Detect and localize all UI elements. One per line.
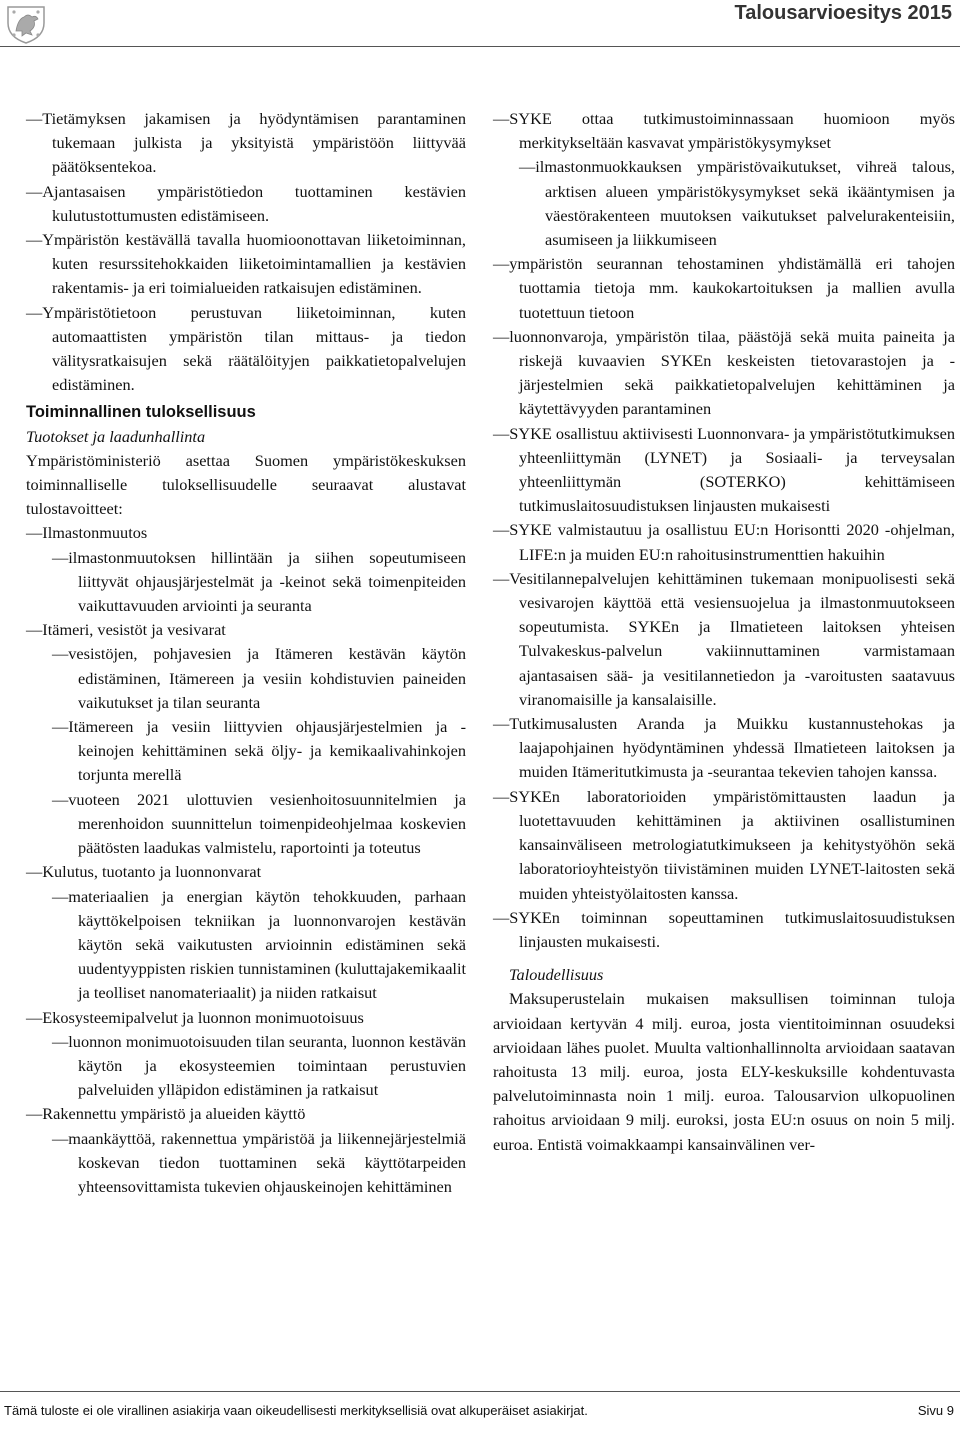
goal-subitem: —ilmastonmuutoksen hillintään ja siihen sopeutumiseen liittyvät ohjausjärjestelmät ja -keinot sekä toimenpiteiden vaikuttavuuden arviointi ja seuranta (52, 547, 466, 616)
right-column (493, 107, 955, 1157)
list-item: —Ympäristötietoon perustuvan liiketoiminnan, kuten automaattisten ympäristön tilan mittaus- ja tiedon välitysratkaisujen sekä räätälöityjen paikkatietopalvelujen edistäminen. (26, 302, 466, 395)
list-item: —SYKE valmistautuu ja osallistuu EU:n Horisontti 2020 -ohjelman, LIFE:n ja muiden EU:n rahoitusinstrumenttien hakuihin (493, 520, 955, 564)
goal-title: —Ilmastonmuutos (26, 523, 148, 543)
page-footer (4, 1403, 954, 1418)
page-header (0, 0, 960, 48)
goal-subitem: —Itämereen ja vesiin liittyvien ohjausjärjestelmien ja -keinojen kehittäminen sekä öljy- ja kemikaalivahinkojen torjunta merellä (52, 717, 466, 785)
list-item: —SYKE osallistuu aktiivisesti Luonnonvara- ja ympäristötutkimuksen yhteenliittymän (LYNET) ja Sosiaali- ja terveysalan yhteenliittymän (SOTERKO) kehittämiseen tutkimuslaitosuudistuksen linjausten mukaisesti (493, 423, 955, 516)
subsection-heading: Taloudellisuus (509, 965, 604, 985)
coat-of-arms-lion-icon (4, 3, 48, 50)
header-divider (0, 46, 960, 47)
goal-subitem: —vuoteen 2021 ulottuvien vesienhoitosuunnitelmien ja merenhoidon suunnittelun toimenpideohjelmaa koskevien päätösten laadukas valmistelu, raportointi ja toteutus (52, 789, 466, 858)
goals-list (26, 521, 466, 1199)
goal-title: —Kulutus, tuotanto ja luonnonvarat (26, 862, 262, 882)
goal-subitem: —maankäyttöä, rakennettua ympäristöä ja liikennejärjestelmiä koskevan tiedon tuottaminen sekä käyttötarpeiden yhteensovittamista tukevien ohjauskeinojen kehittäminen (52, 1128, 466, 1196)
goal-title: —Rakennettu ympäristö ja alueiden käyttö (26, 1104, 306, 1124)
subsection-heading: Tuotokset ja laadunhallinta (26, 426, 206, 446)
list-item: —Tutkimusalusten Aranda ja Muikku kustannustehokas ja laajapohjainen hyödyntäminen yhdessä Ilmatieteen laitoksen ja muiden Itämeritutkimusta ja -seurantaa tekevien tahojen kanssa. (493, 714, 955, 782)
list-item: —ympäristön seurannan tehostaminen yhdistämällä eri tahojen tuottamia tietoja mm. kaukokartoituksen ja mallien avulla tuotettuun tietoon (493, 254, 955, 322)
list-item: —Vesitilannepalvelujen kehittäminen tukemaan monipuolisesti sekä vesivarojen käyttöä että vesiensuojelua ja ilmastonmuutokseen sopeutumista. SYKEn ja Ilmatieteen laitoksen yhteisen Tulvakeskus-palvelun vakiinnuttaminen varmistamaan ajantasaisen sää- ja vesitilannetiedon ja -varoitusten saatavuus viranomaisille ja kansalaisille. (493, 568, 955, 709)
section-heading: Toiminnallinen tuloksellisuus (26, 403, 256, 422)
list-item: —Ympäristön kestävällä tavalla huomioonottavan liiketoiminnan, kuten resurssitehokkaiden liiketoimintamallien ja kestävien rakentamis- ja eri toimialueiden ratkaisujen edistäminen. (26, 230, 466, 298)
list-subitem: —ilmastonmuokkauksen ympäristövaikutukset, vihreä talous, arktisen alueen ympäristökysymykset sekä ikääntymisen ja väestörakenteen muutoksen vaikutukset palvelurakenteisiin, asumiseen ja liikkumiseen (519, 157, 955, 250)
left-column (26, 107, 466, 1199)
goal-title: —Itämeri, vesistöt ja vesivarat (26, 620, 226, 640)
list-item: —SYKE ottaa tutkimustoiminnassaan huomioon myös merkitykseltään kasvavat ympäristökysymykset (493, 109, 955, 153)
goal-subitem: —materiaalien ja energian käytön tehokkuuden, parhaan käyttökelpoisen tekniikan ja luonnonvarojen kestävän käytön sekä vaikutusten arvioinnin edistäminen sekä uudentyyppisten riskien tunnistaminen (kuluttajakemikaalit ja teolliset nanomateriaalit) ja niiden ratkaisut (52, 886, 466, 1003)
goal-subitem: —vesistöjen, pohjavesien ja Itämeren kestävän käytön edistäminen, Itämereen ja vesiin kohdistuvien paineiden vaikutukset ja tilan seuranta (52, 644, 466, 712)
footer-notice: Tämä tuloste ei ole virallinen asiakirja vaan oikeudellisesti merkityksellisiä ovat alkuperäiset asiakirjat. (4, 1403, 588, 1418)
goal-subitem: —luonnon monimuotoisuuden tilan seuranta, luonnon kestävän käytön ja ekosysteemien toimintaan perustuvien palveluiden ylläpidon edistäminen ja ratkaisut (52, 1031, 466, 1100)
document-title: Talousarvioesitys 2015 (734, 2, 952, 24)
list-item: —SYKEn toiminnan sopeuttaminen tutkimuslaitosuudistuksen linjausten mukaisesti. (493, 907, 955, 951)
list-item: —SYKEn laboratorioiden ympäristömittausten laadun ja luotettavuuden kehittäminen ja aktiivinen osallistuminen kansainväliseen metrologiatutkimukseen ja kehitystyöhön sekä laboratorioyhteistyön tiivistäminen muiden LYNET-laitosten sekä muiden yhteistyölaitosten kanssa. (493, 786, 955, 903)
list-item: —Ajantasaisen ympäristötiedon tuottaminen kestävien kulutustottumusten edistämiseen. (26, 181, 466, 225)
page-number: Sivu 9 (917, 1403, 954, 1418)
list-item: —luonnonvaroja, ympäristön tilaa, päästöjä sekä muita paineita ja riskejä kuvaavien SYKEn keskeisten tietovarastojen ja -järjestelmien sekä paikkatietopalvelujen kehittäminen ja käytettävyyden parantaminen (493, 326, 955, 419)
intro-list (26, 107, 466, 397)
body-paragraph: Maksuperustelain mukaisen maksullisen toiminnan tuloja arvioidaan kertyvän 4 milj. euroa, josta vientitoiminnan osuudeksi arvioidaan lähes puolet. Muulta valtionhallinnolta arvioidaan saatavan rahoitusta 13 milj. euroa, josta ELY-keskuksille kohdentuvasta palvelutoiminnasta noin 1 milj. euroa. Talousarvion ulkopuolinen rahoitus arvioidaan 9 milj. euroksi, josta EU:n osuus on noin 5 milj. euroa. Entistä voimakkaampi kansainvälinen ver- (493, 989, 955, 1154)
lead-paragraph: Ympäristöministeriö asettaa Suomen ympäristökeskuksen toiminnalliselle tuloksellisuudelle seuraavat alustavat tulostavoitteet: (26, 450, 466, 519)
goal-title: —Ekosysteemipalvelut ja luonnon monimuotoisuus (26, 1007, 364, 1027)
footer-divider (0, 1391, 960, 1392)
list-item: —Tietämyksen jakamisen ja hyödyntämisen parantaminen tukemaan julkista ja yksityistä ympäristöön liittyvää päätöksentekoa. (26, 109, 466, 177)
